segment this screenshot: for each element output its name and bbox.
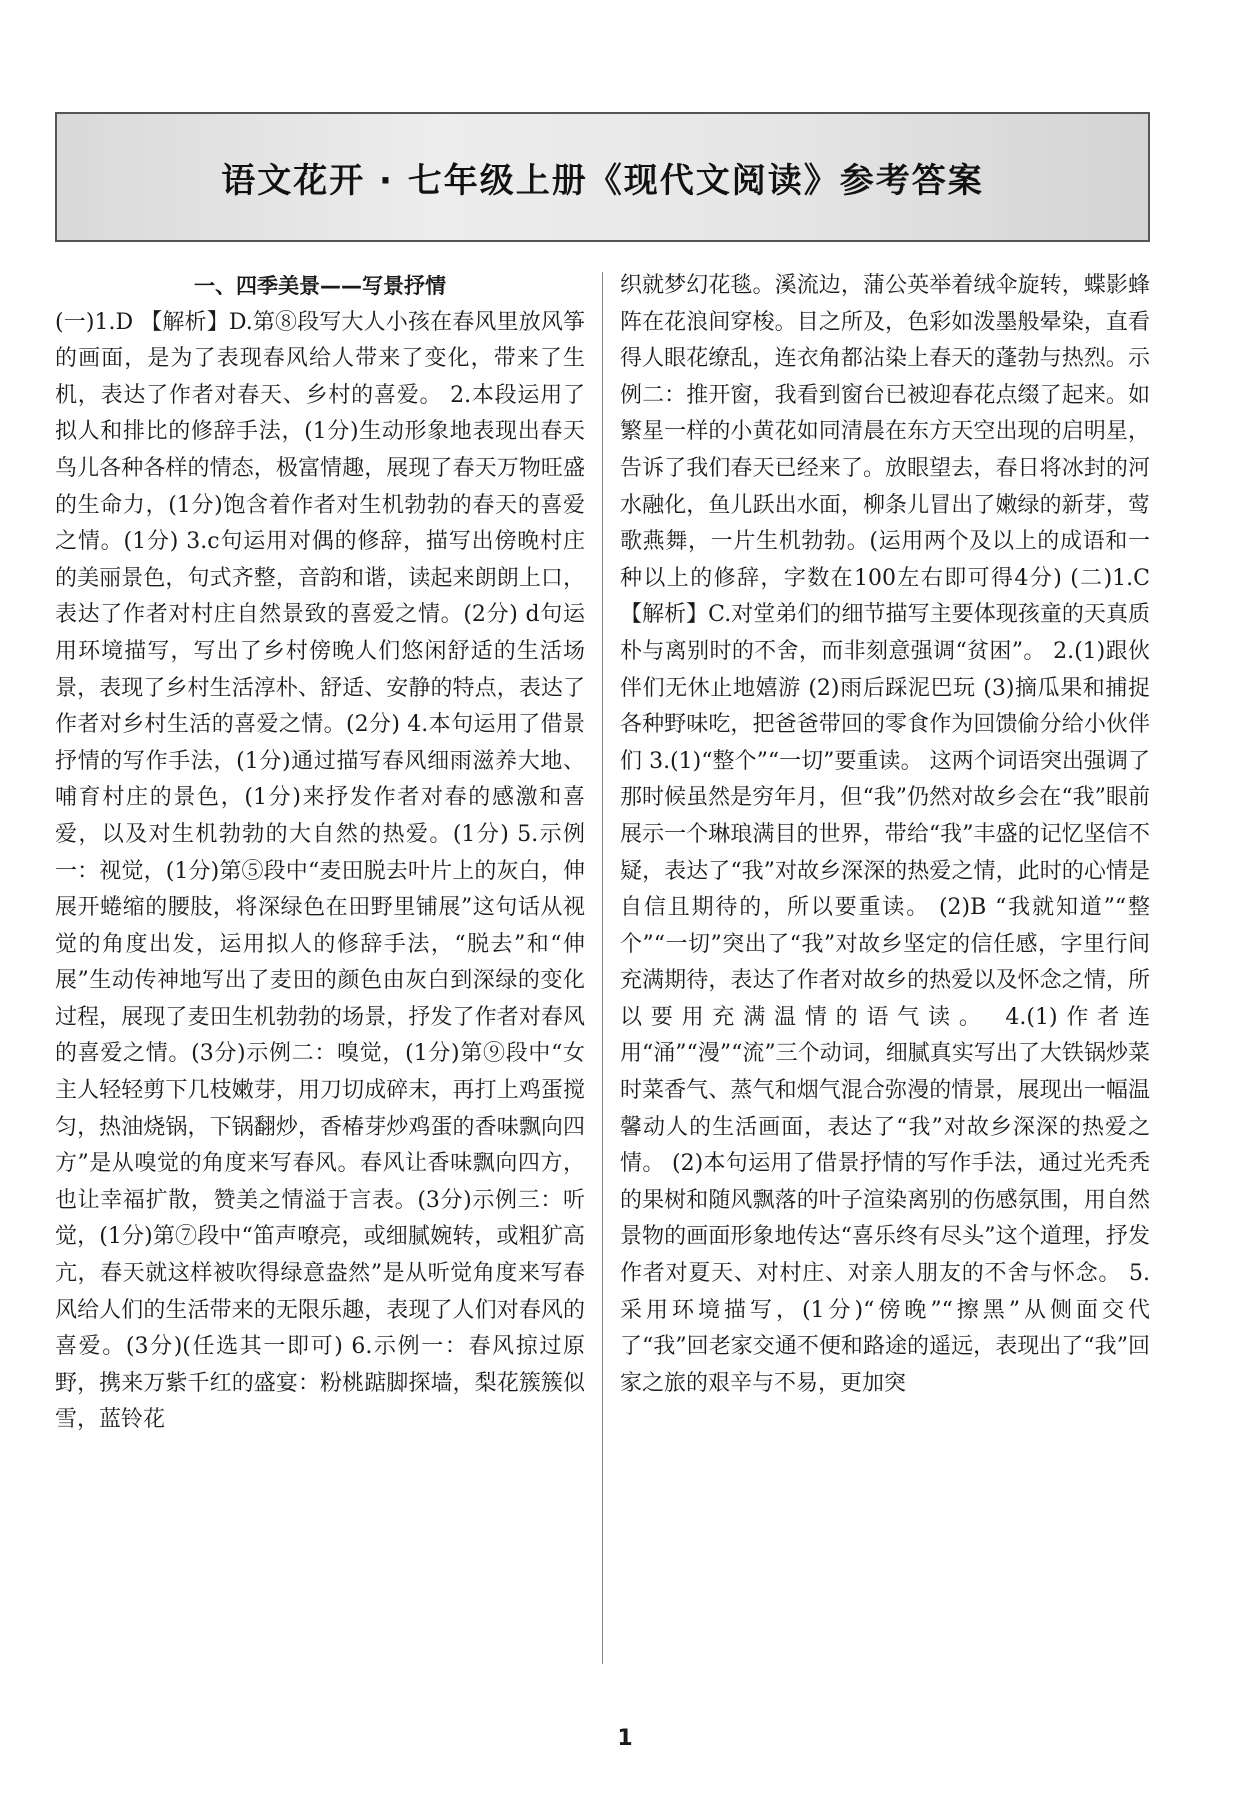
right-column-text: 织就梦幻花毯。溪流边，蒲公英举着绒伞旋转，蝶影蜂阵在花浪间穿梭。目之所及，色彩如泼墨般晕染，直看得人眼花缭乱，连衣角都沾染上春天的蓬勃与热烈。示例二：推开窗，我看到窗台已被迎春花点缀了起来。如繁星一样的小黄花如同清晨在东方天空出现的启明星，告诉了我们春天已经来了。放眼望去，春日将冰封的河水融化，鱼儿跃出水面，柳条儿冒出了嫩绿的新芽，莺歌燕舞，一片生机勃勃。(运用两个及以上的成语和一种以上的修辞，字数在100左右即可得4分) (二)1.C 【解析】C.对堂弟们的细节描写主要体现孩童的天真质朴与离别时的不舍，而非刻意强调“贫困”。 2.(1)跟伙伴们无休止地嬉游 (2)雨后踩泥巴玩 (3)摘瓜果和捕捉各种野味吃，把爸爸带回的零食作为回馈偷分给小伙伴们 3.(1)“整个”“一切”要重读。 这两个词语突出强调了那时候虽然是穷年月，但“我”仍然对故乡会在“我”眼前展示一个琳琅满目的世界，带给“我”丰盛的记忆坚信不疑，表达了“我”对故乡深深的热爱之情，此时的心情是自信且期待的，所以要重读。 (2)B “我就知道”“整个”“一切”突出了“我”对故乡坚定的信任感，字里行间充满期待，表达了作者对故乡的热爱以及怀念之情，所以要用充满温情的语气读。 4.(1)作者连用“涌”“漫”“流”三个动词，细腻真实写出了大铁锅炒菜时菜香气、蒸气和烟气混合弥漫的情景，展现出一幅温馨动人的生活画面，表达了“我”对故乡深深的热爱之情。 (2)本句运用了借景抒情的写作手法，通过光秃秃的果树和随风飘落的叶子渲染离别的伤感氛围，用自然景物的画面形象地传达“喜乐终有尽头”这个道理，抒发作者对夏天、对村庄、对亲人朋友的不舍与怀念。 5.采用环境描写，(1分)“傍晚”“擦黑”从侧面交代了“我”回老家交通不便和路途的遥远，表现出了“我”回家之旅的艰辛与不易，更加突 — [620, 273, 1150, 1396]
section-title: 一、四季美景——写景抒情 — [194, 274, 446, 298]
page-number: 1 — [617, 1726, 633, 1751]
left-column — [55, 268, 585, 1439]
left-column-text: (一)1.D 【解析】D.第⑧段写大人小孩在春风里放风筝的画面，是为了表现春风给人带来了变化，带来了生机，表达了作者对春天、乡村的喜爱。 2.本段运用了拟人和排比的修辞手法，(1分)生动形象地表现出春天鸟儿各种各样的情态，极富情趣，展现了春天万物旺盛的生命力，(1分)饱含着作者对生机勃勃的春天的喜爱之情。(1分) 3.c句运用对偶的修辞，描写出傍晚村庄的美丽景色，句式齐整，音韵和谐，读起来朗朗上口，表达了作者对村庄自然景致的喜爱之情。(2分) d句运用环境描写，写出了乡村傍晚人们悠闲舒适的生活场景，表现了乡村生活淳朴、舒适、安静的特点，表达了作者对乡村生活的喜爱之情。(2分) 4.本句运用了借景抒情的写作手法，(1分)通过描写春风细雨滋养大地、哺育村庄的景色，(1分)来抒发作者对春的感激和喜爱，以及对生机勃勃的大自然的热爱。(1分) 5.示例一：视觉，(1分)第⑤段中“麦田脱去叶片上的灰白，伸展开蜷缩的腰肢，将深绿色在田野里铺展”这句话从视觉的角度出发，运用拟人的修辞手法，“脱去”和“伸展”生动传神地写出了麦田的颜色由灰白到深绿的变化过程，展现了麦田生机勃勃的场景，抒发了作者对春风的喜爱之情。(3分)示例二：嗅觉，(1分)第⑨段中“女主人轻轻剪下几枝嫩芽，用刀切成碎末，再打上鸡蛋搅匀，热油烧锅，下锅翻炒，香椿芽炒鸡蛋的香味飘向四方”是从嗅觉的角度来写春风。春风让香味飘向四方，也让幸福扩散，赞美之情溢于言表。(3分)示例三：听觉，(1分)第⑦段中“笛声嘹亮，或细腻婉转，或粗犷高亢，春天就这样被吹得绿意盎然”是从听觉角度来写春风给人们的生活带来的无限乐趣，表现了人们对春风的喜爱。(3分)(任选其一即可) 6.示例一：春风掠过原野，携来万紫千红的盛宴：粉桃踮脚探墙，梨花簇簇似雪，蓝铃花 — [55, 309, 585, 1433]
right-column — [620, 268, 1150, 1402]
page-title: 语文花开 · 七年级上册《现代文阅读》参考答案 — [221, 160, 984, 201]
title-banner — [55, 112, 1150, 242]
column-divider — [602, 272, 603, 1664]
